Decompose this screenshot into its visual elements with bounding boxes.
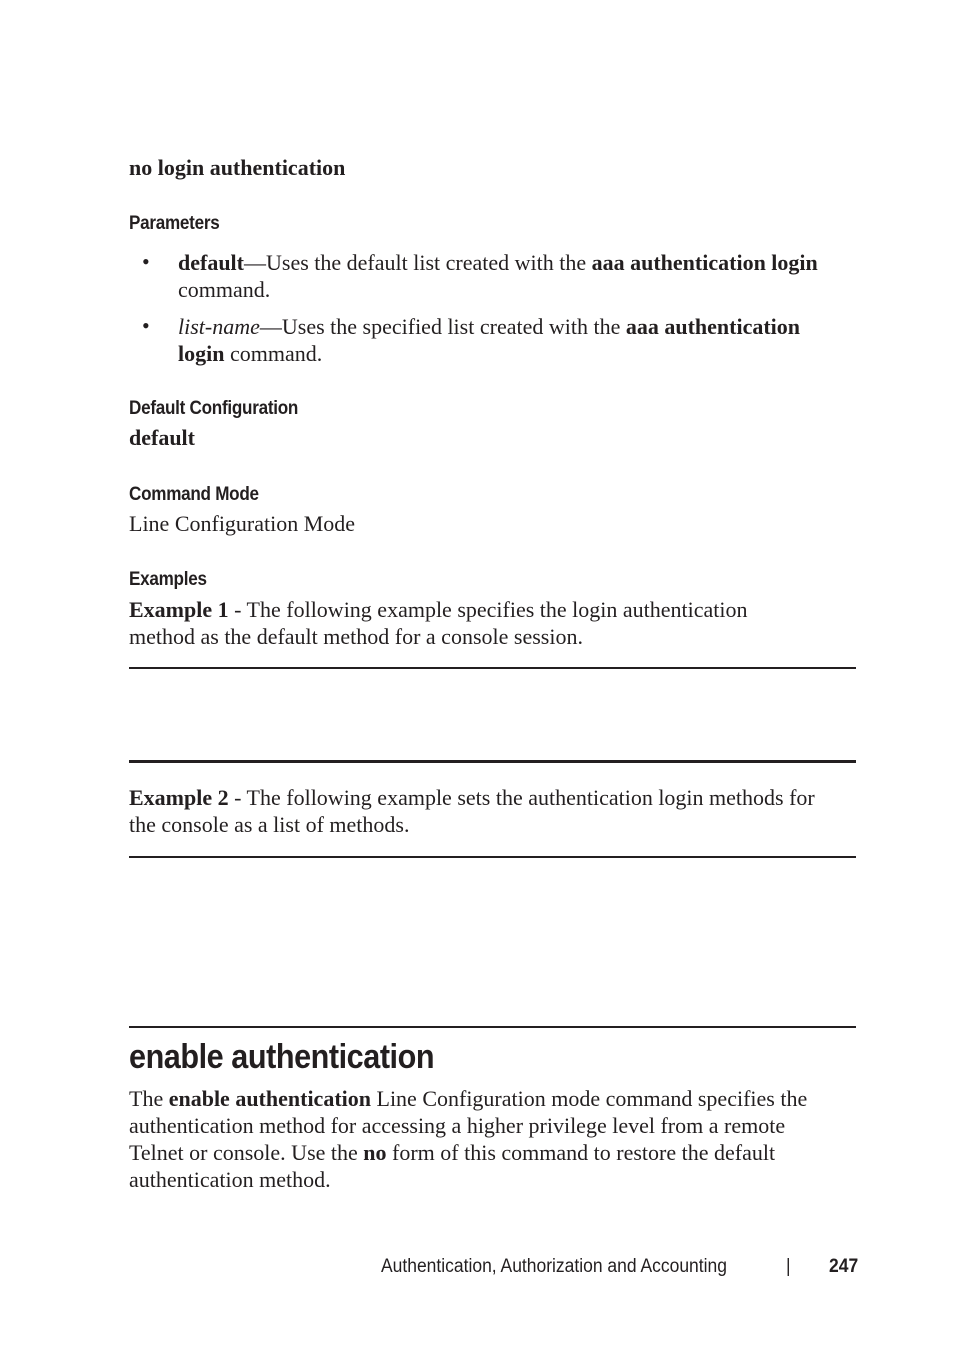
example-2-desc: - The following example sets the authentication login methods for — [228, 785, 815, 810]
description-rest: Line Configuration mode command specifies the — [371, 1086, 808, 1111]
param-term: list-name — [178, 314, 260, 339]
param-desc-cont: command. — [178, 277, 271, 302]
description-the: The — [129, 1086, 169, 1111]
description-line-2: authentication method for accessing a higher privilege level from a remote — [129, 1113, 786, 1138]
example-1-text — [129, 596, 748, 650]
param-line-2 — [178, 340, 858, 367]
command-mode-value: Line Configuration Mode — [129, 511, 356, 536]
param-line — [178, 313, 858, 340]
footer-separator: | — [786, 1256, 791, 1277]
section-description — [129, 1085, 807, 1193]
example-2-line — [129, 784, 815, 811]
section-title: enable authentication — [129, 1038, 435, 1076]
footer-chapter: Authentication, Authorization and Accounting — [381, 1256, 727, 1277]
example-2-label: Example 2 — [129, 785, 229, 810]
example-1-desc: - The following example specifies the login authentication — [228, 597, 748, 622]
param-cmd: aaa authentication — [625, 314, 801, 339]
default-config-text: default — [129, 425, 195, 450]
param-desc: Uses the specified list created with the — [281, 314, 626, 339]
param-desc-cont: command. — [224, 341, 323, 366]
param-item-list-name — [178, 313, 858, 367]
description-command: enable authentication — [168, 1086, 371, 1111]
examples-heading: Examples — [129, 569, 207, 590]
description-line — [129, 1085, 807, 1112]
default-config-heading: Default Configuration — [129, 398, 299, 419]
param-cmd: aaa authentication login — [591, 250, 818, 275]
param-line — [178, 249, 858, 276]
description-line-4: authentication method. — [129, 1167, 331, 1192]
description-text-cont: form of this command to restore the default — [386, 1140, 776, 1165]
description-line-3 — [129, 1139, 807, 1166]
footer-page-number — [829, 1256, 858, 1278]
bullet-icon: • — [142, 313, 150, 338]
example-1-desc-cont: method as the default method for a console session. — [129, 624, 583, 649]
param-item-default — [178, 249, 858, 303]
description-no: no — [363, 1140, 387, 1165]
example-1-line — [129, 596, 748, 623]
command-syntax — [129, 154, 345, 181]
syntax-text: no login authentication — [129, 155, 346, 180]
section-top-rule — [129, 1026, 856, 1028]
command-mode-heading: Command Mode — [129, 484, 259, 505]
bullet-icon: • — [142, 249, 150, 274]
parameters-heading: Parameters — [129, 213, 220, 234]
param-dash: — — [244, 250, 266, 275]
description-text: Telnet or console. Use the — [129, 1140, 364, 1165]
example-2-desc-cont: the console as a list of methods. — [129, 812, 410, 837]
code-block-bottom-rule — [129, 760, 856, 763]
example-1-label: Example 1 — [129, 597, 229, 622]
example-2-text — [129, 784, 815, 838]
param-term: default — [178, 250, 244, 275]
page-number: 247 — [829, 1256, 859, 1277]
code-block-top-rule — [129, 667, 856, 669]
param-dash: — — [259, 314, 282, 339]
param-desc: Uses the default list created with the — [266, 250, 592, 275]
default-config-value — [129, 424, 195, 451]
param-cmd-cont: login — [178, 341, 225, 366]
code-block-2-top-rule — [129, 856, 856, 858]
